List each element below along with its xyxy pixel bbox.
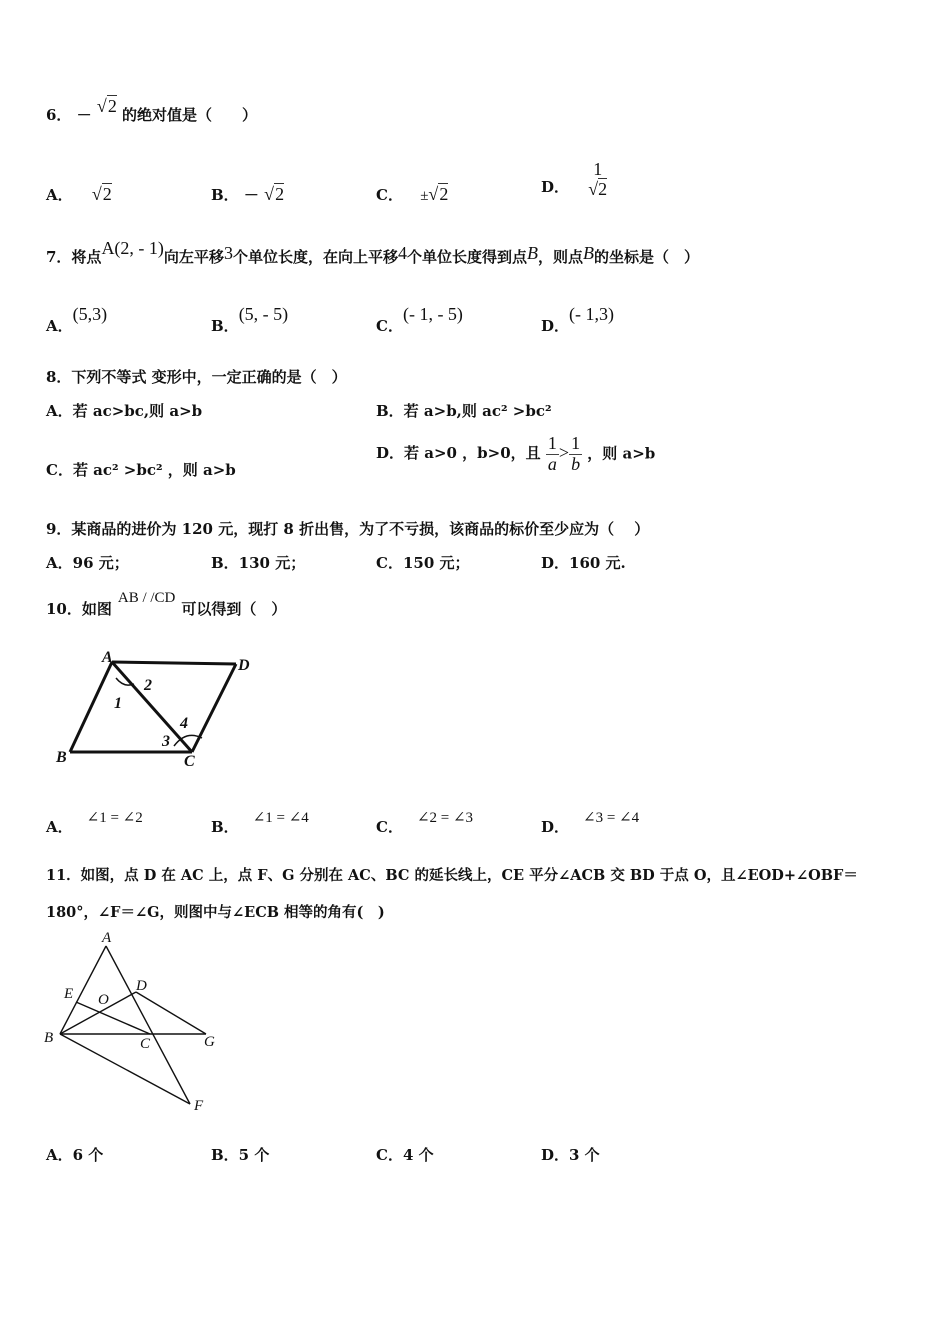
q6-option-d <box>541 160 609 200</box>
q6-c-sqrt: √2 <box>428 184 449 204</box>
option-label: C． <box>376 317 403 335</box>
q6-option-c <box>376 184 448 205</box>
q8-option-a: A．若 ac>bc,则 a>b <box>46 402 203 420</box>
option-label: A． <box>46 186 73 204</box>
q9-stem: 9．某商品的进价为 120 元，现打 8 折出售，为了不亏损，该商品的标价至少应为（ ） <box>46 520 650 538</box>
q6-b-sqrt: √2 <box>264 184 285 204</box>
q7-a-value: (5,3) <box>72 304 108 324</box>
q10-text: 可以得到（ ） <box>181 600 287 618</box>
q9-option-b: B．130 元； <box>211 554 306 572</box>
q10-figure <box>50 648 260 770</box>
q8-d-gt: > <box>558 442 570 463</box>
q11-option-c: C．4 个 <box>376 1146 434 1164</box>
angle-label-3: 3 <box>162 733 170 750</box>
q6-a-sqrt: √2 <box>91 184 112 204</box>
option-label: D． <box>541 818 570 836</box>
q10-c-value: ∠2 = ∠3 <box>416 810 474 826</box>
q6-number: 6． <box>46 106 72 124</box>
q7-d-value: (- 1,3) <box>569 304 614 324</box>
q10-number: 10．如图 <box>46 600 112 618</box>
q6-d-fraction <box>586 160 609 200</box>
fraction-denominator: b <box>571 453 581 474</box>
q8-d-fraction-2 <box>569 434 582 475</box>
q6-minus: － <box>76 106 92 124</box>
q9-option-d: D．160 元. <box>541 554 626 572</box>
q7-point-b-2: B <box>582 243 594 263</box>
q6-option-b <box>211 184 284 205</box>
q8-d-prefix: D．若 a>0 ，b>0，且 <box>376 444 541 463</box>
segment-cd <box>192 664 236 752</box>
vertex-g: G <box>204 1034 215 1050</box>
angle-label-2: 2 <box>144 677 152 694</box>
vertex-a: A <box>102 649 113 666</box>
segment-dg <box>136 992 206 1034</box>
q11-stem-line-2: 180°，∠F＝∠G，则图中与∠ECB 相等的角有( ) <box>46 904 385 921</box>
q10-stem <box>46 590 287 619</box>
vertex-c: C <box>184 753 195 770</box>
q7-option-c <box>376 304 463 335</box>
q7-text-3: 个单位长度得到点 <box>406 248 527 266</box>
q6-d-radicand: 2 <box>598 178 608 199</box>
q8-option-c: C．若 ac² >bc² ，则 a>b <box>46 461 236 479</box>
q6-text: 的绝对值是（ ） <box>122 106 258 124</box>
q8-d-fraction-1 <box>546 434 559 475</box>
q7-b-value: (5, - 5) <box>238 304 289 324</box>
q11-figure <box>40 928 230 1116</box>
vertex-b: B <box>56 749 67 766</box>
q7-text-1: 向左平移 <box>163 248 224 266</box>
q7-number: 7．将点 <box>46 248 102 266</box>
q9-option-a: A．96 元； <box>46 554 129 572</box>
option-label: B． <box>211 317 239 335</box>
angle-label-1: 1 <box>114 695 122 712</box>
q10-option-a <box>46 806 143 836</box>
q6-sqrt: √2 <box>96 96 117 116</box>
segment-ac <box>112 662 192 752</box>
q7-c-value: (- 1, - 5) <box>402 304 463 324</box>
q8-stem: 8．下列不等式 变形中，一定正确的是（ ） <box>46 368 347 386</box>
fraction-denominator: √2 <box>588 178 608 199</box>
option-label: B． <box>211 186 239 204</box>
option-label: B． <box>211 818 239 836</box>
q8-option-d <box>376 434 655 475</box>
segment-af <box>106 946 190 1104</box>
q11-stem-line-1: 11．如图，点 D 在 AC 上，点 F、G 分别在 AC、BC 的延长线上，CE 平分∠ACB 交 BD 于点 O，且∠EOD+∠OBF＝ <box>46 867 858 884</box>
angle-label-4: 4 <box>180 715 188 732</box>
q6-a-radicand: 2 <box>102 184 112 204</box>
vertex-d: D <box>136 978 147 994</box>
option-label: C． <box>376 818 403 836</box>
q7-text-5: 的坐标是（ ） <box>593 248 699 266</box>
option-label: A． <box>46 818 73 836</box>
q8-d-suffix: ，则 a>b <box>587 444 656 463</box>
q11-option-b: B．5 个 <box>211 1146 270 1164</box>
q7-option-b <box>211 304 289 335</box>
q9-option-c: C．150 元； <box>376 554 470 572</box>
q6-radicand: 2 <box>107 96 117 116</box>
vertex-e: E <box>64 986 74 1002</box>
q6-stem <box>46 96 258 125</box>
q6-b-sign: － <box>243 186 259 204</box>
option-label: D． <box>541 317 570 335</box>
q7-stem <box>46 238 699 267</box>
option-label: C． <box>376 186 403 204</box>
vertex-f: F <box>194 1098 204 1114</box>
vertex-c: C <box>140 1036 151 1052</box>
q10-a-value: ∠1 = ∠2 <box>86 810 143 826</box>
q6-c-radicand: 2 <box>439 184 449 204</box>
vertex-d: D <box>238 657 250 674</box>
q8-option-b: B．若 a>b,则 ac² >bc² <box>376 402 552 420</box>
q7-option-a <box>46 304 108 335</box>
fraction-numerator: 1 <box>547 433 557 453</box>
q7-n1: 3 <box>223 243 233 263</box>
q7-point-b-1: B <box>526 243 538 263</box>
q10-expression: AB / /CD <box>117 590 176 606</box>
option-label: A． <box>46 317 73 335</box>
segment-bf <box>60 1034 190 1104</box>
q10-b-value: ∠1 = ∠4 <box>252 810 309 826</box>
q7-n2: 4 <box>397 243 407 263</box>
q10-option-c <box>376 806 474 836</box>
q7-option-d <box>541 304 614 335</box>
q7-text-2: 个单位长度，在向上平移 <box>232 248 398 266</box>
q10-d-value: ∠3 = ∠4 <box>583 810 640 826</box>
segment-ab <box>70 662 112 752</box>
q11-option-a: A．6 个 <box>46 1146 104 1164</box>
vertex-o: O <box>98 992 109 1008</box>
fraction-denominator: a <box>547 453 557 474</box>
q10-option-b <box>211 806 309 836</box>
fraction-numerator: 1 <box>571 433 581 453</box>
q6-option-a <box>46 184 112 205</box>
q11-option-d: D．3 个 <box>541 1146 600 1164</box>
q7-text-4: ，则点 <box>537 248 583 266</box>
segment-ad <box>112 662 236 664</box>
q6-b-radicand: 2 <box>275 184 285 204</box>
option-label: D． <box>541 177 570 196</box>
fraction-numerator: 1 <box>593 159 603 179</box>
q7-point: A(2, - 1) <box>101 238 164 258</box>
vertex-b: B <box>44 1030 54 1046</box>
q10-option-d <box>541 806 640 836</box>
q6-c-sign: ± <box>420 188 429 204</box>
vertex-a: A <box>102 930 112 946</box>
